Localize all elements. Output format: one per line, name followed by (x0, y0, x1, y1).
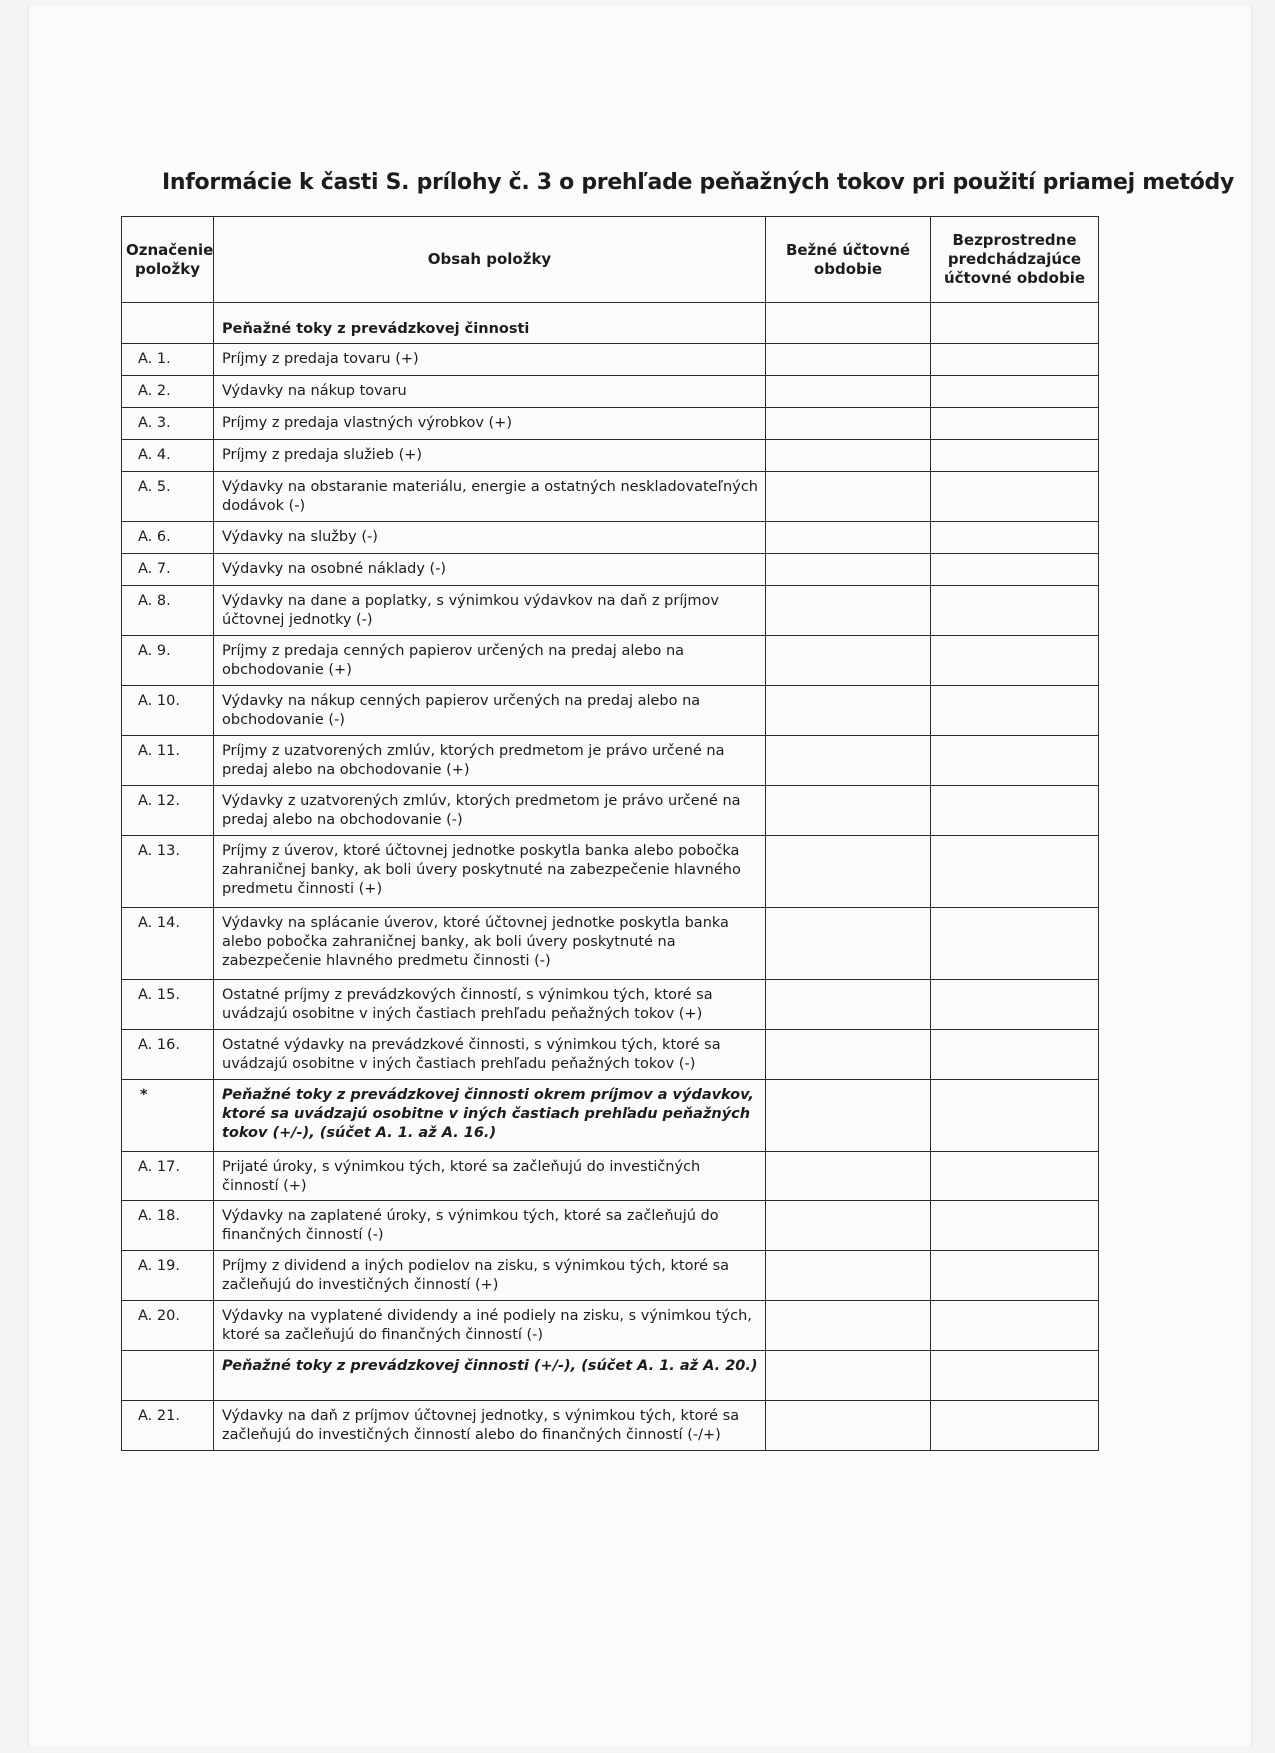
value-current[interactable] (766, 440, 931, 472)
header-row (122, 217, 1099, 303)
row-description: Peňažné toky z prevádzkovej činnosti (+/-), (súčet A. 1. až A. 20.) (214, 1351, 766, 1401)
row-id: A. 13. (122, 836, 214, 908)
row-description: Výdavky na nákup tovaru (214, 376, 766, 408)
value-previous[interactable] (931, 376, 1099, 408)
row-id: A. 5. (122, 472, 214, 522)
row-description: Výdavky na daň z príjmov účtovnej jednotky, s výnimkou tých, ktoré sa začleňujú do investičných činností alebo do finančných činností (-/+) (214, 1401, 766, 1451)
page-title: Informácie k časti S. prílohy č. 3 o prehľade peňažných tokov pri použití priamej metódy (162, 170, 1235, 195)
table-row (122, 376, 1099, 408)
row-id: A. 19. (122, 1251, 214, 1301)
table-row (122, 786, 1099, 836)
table-row (122, 1201, 1099, 1251)
value-previous[interactable] (931, 1201, 1099, 1251)
value-current[interactable] (766, 472, 931, 522)
value-previous[interactable] (931, 1152, 1099, 1201)
value-current[interactable] (766, 836, 931, 908)
row-id: A. 14. (122, 908, 214, 980)
table-row (122, 1401, 1099, 1451)
value-current[interactable] (766, 408, 931, 440)
value-previous[interactable] (931, 472, 1099, 522)
table-row (122, 1080, 1099, 1152)
value-current[interactable] (766, 1301, 931, 1351)
value-current[interactable] (766, 344, 931, 376)
value-previous[interactable] (931, 1301, 1099, 1351)
value-current[interactable] (766, 736, 931, 786)
row-id: A. 9. (122, 636, 214, 686)
value-previous[interactable] (931, 522, 1099, 554)
row-description: Prijaté úroky, s výnimkou tých, ktoré sa začleňujú do investičných činností (+) (214, 1152, 766, 1201)
value-previous[interactable] (931, 303, 1099, 344)
row-description: Výdavky na splácanie úverov, ktoré účtovnej jednotke poskytla banka alebo pobočka zahraničnej banky, ak boli úvery poskytnuté na zabezpečenie hlavného predmetu činnosti (-) (214, 908, 766, 980)
value-current[interactable] (766, 1080, 931, 1152)
value-previous[interactable] (931, 1401, 1099, 1451)
row-description: Príjmy z dividend a iných podielov na zisku, s výnimkou tých, ktoré sa začleňujú do investičných činností (+) (214, 1251, 766, 1301)
row-description: Príjmy z úverov, ktoré účtovnej jednotke poskytla banka alebo pobočka zahraničnej banky, ak boli úvery poskytnuté na zabezpečenie hlavného predmetu činnosti (+) (214, 836, 766, 908)
row-description: Príjmy z predaja tovaru (+) (214, 344, 766, 376)
table-row (122, 344, 1099, 376)
table-row (122, 554, 1099, 586)
row-id: A. 10. (122, 686, 214, 736)
table-row (122, 586, 1099, 636)
row-id: A. 1. (122, 344, 214, 376)
table-row (122, 1301, 1099, 1351)
row-description: Výdavky na zaplatené úroky, s výnimkou tých, ktoré sa začleňujú do finančných činností (-) (214, 1201, 766, 1251)
table-row (122, 408, 1099, 440)
value-current[interactable] (766, 636, 931, 686)
value-current[interactable] (766, 303, 931, 344)
row-id: A. 12. (122, 786, 214, 836)
header-content: Obsah položky (214, 217, 766, 303)
row-description: Ostatné výdavky na prevádzkové činnosti, s výnimkou tých, ktoré sa uvádzajú osobitne v iných častiach prehľadu peňažných tokov (-) (214, 1030, 766, 1080)
value-current[interactable] (766, 586, 931, 636)
row-id (122, 1351, 214, 1401)
value-previous[interactable] (931, 1251, 1099, 1301)
row-id: A. 20. (122, 1301, 214, 1351)
row-id: A. 11. (122, 736, 214, 786)
section-row (122, 303, 1099, 344)
table-row (122, 1251, 1099, 1301)
row-id: * (122, 1080, 214, 1152)
value-previous[interactable] (931, 786, 1099, 836)
row-id: A. 21. (122, 1401, 214, 1451)
table-row (122, 686, 1099, 736)
value-previous[interactable] (931, 586, 1099, 636)
value-current[interactable] (766, 1152, 931, 1201)
value-previous[interactable] (931, 1351, 1099, 1401)
row-id: A. 2. (122, 376, 214, 408)
row-id: A. 8. (122, 586, 214, 636)
value-current[interactable] (766, 1251, 931, 1301)
table-row (122, 440, 1099, 472)
value-current[interactable] (766, 1401, 931, 1451)
value-previous[interactable] (931, 408, 1099, 440)
row-id: A. 16. (122, 1030, 214, 1080)
row-description: Výdavky na služby (-) (214, 522, 766, 554)
row-id: A. 15. (122, 980, 214, 1030)
value-previous[interactable] (931, 980, 1099, 1030)
value-current[interactable] (766, 908, 931, 980)
row-description: Výdavky na vyplatené dividendy a iné podiely na zisku, s výnimkou tých, ktoré sa začleňujú do finančných činností (-) (214, 1301, 766, 1351)
table-row (122, 908, 1099, 980)
row-description: Príjmy z uzatvorených zmlúv, ktorých predmetom je právo určené na predaj alebo na obchodovanie (+) (214, 736, 766, 786)
row-description: Príjmy z predaja vlastných výrobkov (+) (214, 408, 766, 440)
value-current[interactable] (766, 686, 931, 736)
value-previous[interactable] (931, 1030, 1099, 1080)
value-current[interactable] (766, 1351, 931, 1401)
section-title: Peňažné toky z prevádzkovej činnosti (214, 303, 766, 344)
row-description: Ostatné príjmy z prevádzkových činností, s výnimkou tých, ktoré sa uvádzajú osobitne v iných častiach prehľadu peňažných tokov (+) (214, 980, 766, 1030)
value-previous[interactable] (931, 636, 1099, 686)
value-previous[interactable] (931, 554, 1099, 586)
row-id: A. 3. (122, 408, 214, 440)
value-previous[interactable] (931, 440, 1099, 472)
table-row (122, 1152, 1099, 1201)
header-id: Označenie položky (122, 217, 214, 303)
value-current[interactable] (766, 376, 931, 408)
header-previous: Bezprostredne predchádzajúce účtovné obdobie (931, 217, 1099, 303)
value-current[interactable] (766, 786, 931, 836)
value-previous[interactable] (931, 686, 1099, 736)
row-id: A. 6. (122, 522, 214, 554)
value-current[interactable] (766, 1030, 931, 1080)
table-row (122, 980, 1099, 1030)
value-current[interactable] (766, 980, 931, 1030)
table-row (122, 736, 1099, 786)
value-current[interactable] (766, 554, 931, 586)
table-row (122, 836, 1099, 908)
table-row (122, 1030, 1099, 1080)
header-current: Bežné účtovné obdobie (766, 217, 931, 303)
row-description: Príjmy z predaja služieb (+) (214, 440, 766, 472)
table-row (122, 472, 1099, 522)
row-id: A. 4. (122, 440, 214, 472)
row-description: Výdavky na nákup cenných papierov určených na predaj alebo na obchodovanie (-) (214, 686, 766, 736)
table-row (122, 522, 1099, 554)
row-description: Výdavky na osobné náklady (-) (214, 554, 766, 586)
row-description: Príjmy z predaja cenných papierov určených na predaj alebo na obchodovanie (+) (214, 636, 766, 686)
table-row (122, 1351, 1099, 1401)
row-description: Výdavky na dane a poplatky, s výnimkou výdavkov na daň z príjmov účtovnej jednotky (-) (214, 586, 766, 636)
value-previous[interactable] (931, 1080, 1099, 1152)
cashflow-table (121, 216, 1099, 1451)
value-previous[interactable] (931, 836, 1099, 908)
value-previous[interactable] (931, 736, 1099, 786)
row-description: Peňažné toky z prevádzkovej činnosti okrem príjmov a výdavkov, ktoré sa uvádzajú osobitne v iných častiach prehľadu peňažných tokov (+/-), (súčet A. 1. až A. 16.) (214, 1080, 766, 1152)
row-id: A. 7. (122, 554, 214, 586)
row-id: A. 18. (122, 1201, 214, 1251)
value-current[interactable] (766, 522, 931, 554)
value-current[interactable] (766, 1201, 931, 1251)
table-row (122, 636, 1099, 686)
value-previous[interactable] (931, 908, 1099, 980)
row-id: A. 17. (122, 1152, 214, 1201)
value-previous[interactable] (931, 344, 1099, 376)
row-description: Výdavky z uzatvorených zmlúv, ktorých predmetom je právo určené na predaj alebo na obchodovanie (-) (214, 786, 766, 836)
row-description: Výdavky na obstaranie materiálu, energie a ostatných neskladovateľných dodávok (-) (214, 472, 766, 522)
